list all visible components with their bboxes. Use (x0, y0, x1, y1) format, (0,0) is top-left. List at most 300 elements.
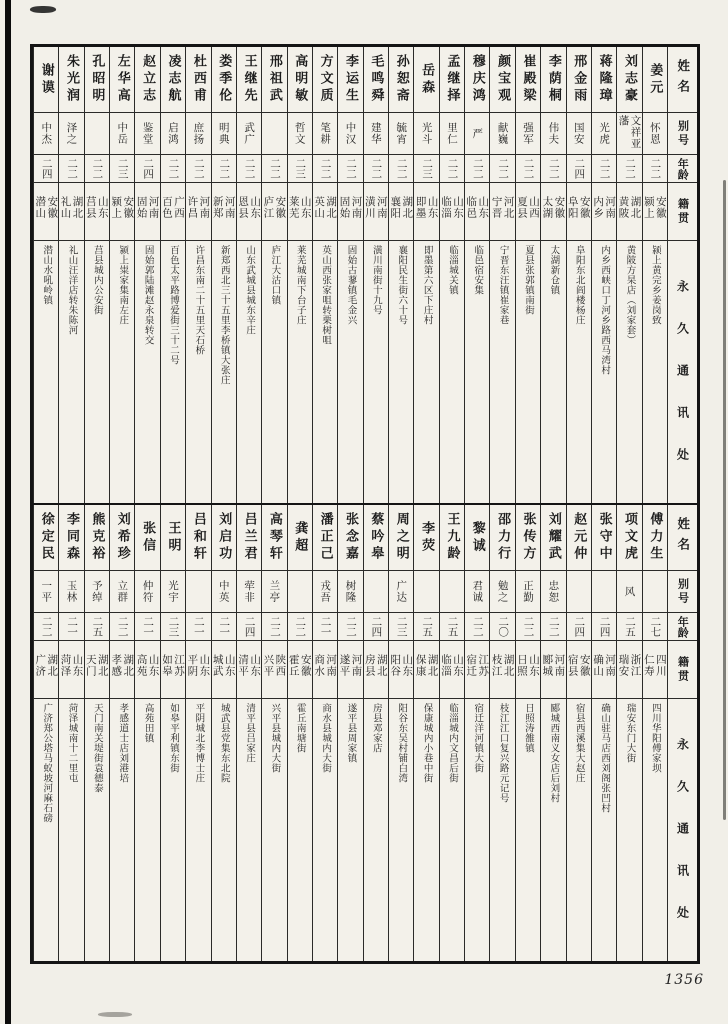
person-age: 二二 (446, 158, 459, 179)
person-alias: 里仁 (445, 122, 458, 145)
person-address-cell (186, 699, 210, 961)
person-address: 固始古蓼镇毛金兴 (345, 245, 357, 325)
person-address-cell (617, 699, 641, 961)
person-native-place: 湖北保康 (414, 653, 439, 677)
person-name: 方文质 (317, 54, 333, 105)
person-alias: 伟夫 (547, 122, 560, 145)
person-alias-cell (643, 571, 667, 613)
person-column (337, 505, 362, 961)
person-alias-cell (338, 113, 362, 155)
person-alias-cell (212, 571, 236, 613)
person-alias-cell (237, 113, 261, 155)
person-name-cell (186, 505, 210, 571)
person-name: 周之明 (393, 512, 409, 563)
person-name-cell (592, 505, 616, 571)
person-alias: 中汉 (344, 122, 357, 145)
person-native-cell (59, 183, 83, 241)
person-name: 杜西甫 (190, 54, 206, 105)
person-name-cell (414, 505, 438, 571)
person-column (337, 47, 362, 503)
person-age: 二四 (370, 616, 383, 637)
person-age: 二一 (218, 616, 231, 637)
person-column (33, 47, 58, 503)
person-age: 二三 (167, 616, 180, 637)
person-native-cell (414, 183, 438, 241)
person-alias: 中岳 (116, 122, 129, 145)
person-native-place: 河北宁晋 (490, 195, 515, 219)
person-address: 庐江大沽口镇 (269, 245, 281, 305)
person-name: 刘耀武 (545, 512, 561, 563)
person-address-cell (465, 241, 489, 503)
person-age-cell (262, 155, 286, 183)
person-age-cell (59, 613, 83, 641)
person-column (134, 505, 159, 961)
person-native-place: 湖北襄阳 (389, 195, 414, 219)
person-address: 保康城内小巷中街 (421, 703, 433, 783)
person-alias: 武广 (243, 122, 256, 145)
person-name: 邵力行 (495, 512, 511, 563)
person-alias-cell (389, 571, 413, 613)
person-alias: 广达 (395, 580, 408, 603)
person-native-place: 河南许昌 (186, 195, 211, 219)
person-age-cell (465, 155, 489, 183)
person-name-cell (617, 47, 641, 113)
person-name-cell (490, 47, 514, 113)
person-native-cell (85, 183, 109, 241)
person-age: 二三 (294, 158, 307, 179)
person-column (109, 47, 134, 503)
person-age: 二四 (598, 616, 611, 637)
person-column (413, 505, 438, 961)
header-address-label: 永久通讯处 (675, 738, 690, 948)
person-age: 二四 (243, 616, 256, 637)
person-alias: 毓宵 (395, 122, 408, 145)
person-age: 二五 (623, 616, 636, 637)
person-age: 二三 (116, 158, 129, 179)
person-column (363, 505, 388, 961)
person-native-cell (567, 183, 591, 241)
person-alias-cell (237, 571, 261, 613)
person-age-cell (567, 613, 591, 641)
person-age-cell (85, 155, 109, 183)
person-native-place: 山东平阴 (186, 653, 211, 677)
person-age: 二二 (522, 158, 535, 179)
person-name-cell (237, 505, 261, 571)
person-address-cell (338, 699, 362, 961)
person-native-cell (34, 641, 58, 699)
person-name-cell (389, 47, 413, 113)
person-column (312, 505, 337, 961)
person-address-cell (389, 699, 413, 961)
header-cell (668, 641, 697, 699)
person-name-cell (59, 47, 83, 113)
person-alias: 鉴堂 (141, 122, 154, 145)
person-name-cell (567, 47, 591, 113)
person-column (489, 47, 514, 503)
person-native-place: 安徽颍上 (642, 195, 667, 219)
person-column (489, 505, 514, 961)
person-name: 高明敏 (292, 54, 308, 105)
person-address: 太湖新仓镇 (548, 245, 560, 295)
person-age: 二四 (142, 158, 155, 179)
person-name: 刘志豪 (621, 54, 637, 105)
person-address-cell (440, 699, 464, 961)
person-native-place: 山东莱芜 (287, 195, 312, 219)
header-column-bottom (667, 505, 697, 961)
person-age: 二三 (421, 158, 434, 179)
person-name: 穆庆鸿 (469, 54, 485, 105)
person-native-cell (262, 183, 286, 241)
person-age-cell (288, 155, 312, 183)
person-alias: 忠恕 (547, 580, 560, 603)
person-age: 二二 (66, 158, 79, 179)
person-age-cell (212, 613, 236, 641)
person-native-cell (490, 183, 514, 241)
person-address: 礼山汪洋店转朱陈河 (66, 245, 78, 335)
person-age: 二二 (192, 158, 205, 179)
person-native-place: 山东临淄 (439, 195, 464, 219)
person-age-cell (288, 613, 312, 641)
person-native-place: 山东莒县 (84, 195, 109, 219)
person-address: 兴平县城内大街 (269, 703, 281, 773)
person-native-place: 河南固始 (135, 195, 160, 219)
person-native-cell (465, 641, 489, 699)
person-alias-cell (617, 571, 641, 613)
person-native-place: 山东菏泽 (59, 653, 84, 677)
person-alias: 强军 (522, 122, 535, 145)
person-alias: 启鸿 (166, 122, 179, 145)
person-name: 娄季伦 (216, 54, 232, 105)
person-name-cell (592, 47, 616, 113)
person-age-cell (440, 613, 464, 641)
person-name-cell (516, 505, 540, 571)
person-name-cell (338, 505, 362, 571)
person-name: 王继先 (241, 54, 257, 105)
person-address: 许昌东南二十五里天石桥 (193, 245, 205, 355)
person-address-cell (34, 241, 58, 503)
person-name-cell (161, 47, 185, 113)
person-name: 王明 (165, 520, 181, 555)
person-native-place: 湖北天门 (84, 653, 109, 677)
person-age-cell (592, 155, 616, 183)
person-alias: 光宇 (166, 580, 179, 603)
person-column (439, 47, 464, 503)
person-name: 崔殿梁 (520, 54, 536, 105)
person-name: 孔昭明 (89, 54, 105, 105)
person-alias: 泽之 (65, 122, 78, 145)
person-native-cell (541, 641, 565, 699)
person-alias: 予绰 (90, 580, 103, 603)
person-column (211, 505, 236, 961)
person-alias: 一平 (40, 580, 53, 603)
person-address: 莒县城内公安街 (91, 245, 103, 315)
person-address-cell (262, 241, 286, 503)
person-address: 房县邓家店 (370, 703, 382, 753)
person-age: 二一 (192, 616, 205, 637)
person-alias-cell (288, 113, 312, 155)
person-address: 临淄城内文昌后街 (446, 703, 458, 783)
person-address: 襄阳民生街六十号 (396, 245, 408, 325)
person-address-cell (567, 241, 591, 503)
person-name: 张信 (140, 520, 156, 555)
person-age: 二二 (649, 158, 662, 179)
header-age-label: 年龄 (676, 157, 690, 180)
person-column (566, 505, 591, 961)
person-address-cell (237, 699, 261, 961)
person-address-cell (516, 241, 540, 503)
person-age-cell (516, 155, 540, 183)
person-native-cell (364, 641, 388, 699)
person-name-cell (34, 505, 58, 571)
person-address-cell (135, 241, 159, 503)
person-native-place: 山东阳谷 (389, 653, 414, 677)
person-name: 朱光润 (64, 54, 80, 105)
person-address-cell (364, 241, 388, 503)
person-native-cell (516, 641, 540, 699)
person-age: 二一 (319, 616, 332, 637)
person-age: 二二 (497, 158, 510, 179)
person-name-cell (567, 505, 591, 571)
person-name: 李运生 (343, 54, 358, 105)
person-name: 吕兰君 (241, 512, 257, 563)
person-alias-cell (161, 571, 185, 613)
person-alias: 仲符 (141, 580, 154, 603)
person-alias-cell (85, 571, 109, 613)
person-name: 赵元仲 (571, 512, 587, 563)
person-column (84, 505, 109, 961)
person-column (413, 47, 438, 503)
person-name-cell (414, 47, 438, 113)
person-name: 李同森 (64, 512, 80, 563)
person-address-cell (643, 241, 667, 503)
person-name-cell (110, 47, 134, 113)
person-native-place: 湖北礼山 (59, 195, 84, 219)
header-alias-label: 别号 (676, 577, 690, 606)
person-alias-cell (490, 571, 514, 613)
person-name: 吕和轩 (190, 512, 206, 563)
person-name-cell (135, 505, 159, 571)
person-name-cell (465, 505, 489, 571)
person-age-cell (34, 613, 58, 641)
person-name-cell (617, 505, 641, 571)
person-name-cell (465, 47, 489, 113)
person-alias: 兰亭 (268, 580, 281, 603)
person-native-place: 湖北孝感 (110, 653, 135, 677)
person-column (160, 47, 185, 503)
header-cell (668, 505, 697, 571)
person-name-cell (186, 47, 210, 113)
person-age-cell (338, 613, 362, 641)
person-age-cell (465, 613, 489, 641)
person-age-cell (237, 613, 261, 641)
person-age: 二二 (268, 616, 281, 637)
person-name-cell (541, 47, 565, 113)
person-address-cell (110, 241, 134, 503)
person-address: 遂平县周家镇 (345, 703, 357, 763)
person-address-cell (212, 699, 236, 961)
person-age: 二二 (268, 158, 281, 179)
person-native-place: 山东临淄 (439, 653, 464, 677)
person-native-place: 河南新郑 (211, 195, 236, 219)
person-native-place: 山东清平 (237, 653, 262, 677)
person-alias-cell (364, 113, 388, 155)
person-alias: 树隆 (344, 580, 357, 603)
person-age: 二二 (547, 616, 560, 637)
person-address: 潜山水吼岭镇 (41, 245, 53, 305)
person-age: 二二 (116, 616, 129, 637)
person-native-cell (490, 641, 514, 699)
person-column (287, 505, 312, 961)
person-name: 徐定民 (38, 512, 54, 563)
person-alias: 荦非 (243, 580, 256, 603)
person-address-cell (490, 699, 514, 961)
person-name: 谢谟 (38, 62, 54, 97)
person-address-cell (161, 241, 185, 503)
person-column (160, 505, 185, 961)
person-alias: 光虎 (598, 122, 611, 145)
person-column (185, 47, 210, 503)
person-alias-cell (440, 113, 464, 155)
header-cell (668, 613, 697, 641)
person-alias-cell (34, 113, 58, 155)
person-name: 熊克裕 (89, 512, 105, 563)
person-alias-cell (262, 571, 286, 613)
person-age: 二〇 (497, 616, 510, 637)
person-column (388, 505, 413, 961)
person-column (566, 47, 591, 503)
person-address: 阳谷东吴村铺白湾 (396, 703, 408, 783)
person-name: 潘正己 (317, 512, 333, 563)
person-native-place: 安徽太湖 (541, 195, 566, 219)
person-name: 张念嘉 (343, 512, 358, 563)
person-native-place: 河南商水 (313, 653, 338, 677)
person-age-cell (110, 613, 134, 641)
person-name: 刘启功 (216, 512, 232, 563)
roster-block-bottom (33, 503, 697, 961)
person-native-place: 安徽阜阳 (566, 195, 591, 219)
person-address-cell (85, 699, 109, 961)
person-name: 龚超 (292, 520, 308, 555)
person-column (464, 47, 489, 503)
person-native-place: 山东日照 (516, 653, 541, 677)
person-native-cell (338, 183, 362, 241)
person-column (109, 505, 134, 961)
person-age: 二五 (446, 616, 459, 637)
person-name: 王九龄 (444, 512, 460, 563)
person-alias-cell (541, 571, 565, 613)
person-alias: 立群 (116, 580, 129, 603)
person-name: 左华高 (114, 54, 130, 105)
person-alias: 建华 (369, 122, 382, 145)
person-alias-cell (541, 113, 565, 155)
person-alias-cell (288, 571, 312, 613)
person-native-place: 山东即墨 (414, 195, 439, 219)
person-native-cell (288, 641, 312, 699)
header-cell (668, 155, 697, 183)
person-age: 二二 (40, 616, 53, 637)
person-native-place: 湖北房县 (363, 653, 388, 677)
person-age: 二二 (522, 616, 535, 637)
person-native-place: 浙江瑞安 (617, 653, 642, 677)
person-name: 蒋隆璋 (596, 54, 612, 105)
person-address: 枝江江口复兴路元记号 (497, 703, 509, 803)
person-native-cell (617, 183, 641, 241)
person-address: 新郑西北三十五里李桥镇大张庄 (218, 245, 230, 385)
person-alias-cell (313, 113, 337, 155)
person-name-cell (288, 47, 312, 113)
person-address: 菏泽城南十二里屯 (66, 703, 78, 783)
person-address: 清平县吕家庄 (244, 703, 256, 763)
person-age: 二一 (142, 616, 155, 637)
person-alias-cell (389, 113, 413, 155)
person-native-place: 河南固始 (338, 195, 363, 219)
person-address: 莱芜城南下台子庄 (294, 245, 306, 325)
header-native-label: 籍贯 (676, 655, 690, 684)
person-name-cell (338, 47, 362, 113)
person-address: 宿迁洋河镇大街 (472, 703, 484, 773)
person-column (616, 505, 641, 961)
person-age: 二二 (623, 158, 636, 179)
person-alias: 怀恩 (648, 122, 661, 145)
person-alias-cell (490, 113, 514, 155)
person-age-cell (389, 613, 413, 641)
person-alias-cell (516, 571, 540, 613)
person-alias-cell (34, 571, 58, 613)
header-age-label: 年龄 (676, 615, 690, 638)
person-age: 二二 (167, 158, 180, 179)
person-address-cell (567, 699, 591, 961)
person-alias: 文祥亚藩 (617, 114, 642, 149)
person-column (261, 505, 286, 961)
person-age: 二四 (573, 616, 586, 637)
person-name-cell (364, 47, 388, 113)
person-alias: 明典 (217, 122, 230, 145)
person-address-cell (110, 699, 134, 961)
person-name-cell (516, 47, 540, 113)
person-column (84, 47, 109, 503)
person-native-place: 湖北广济 (34, 653, 59, 677)
person-name-cell (85, 47, 109, 113)
person-native-place: 山东恩县 (237, 195, 262, 219)
person-address-cell (161, 699, 185, 961)
person-alias-cell (313, 571, 337, 613)
person-native-cell (186, 183, 210, 241)
person-age-cell (490, 155, 514, 183)
person-name: 傅力生 (647, 512, 663, 563)
person-name: 岳森 (419, 62, 435, 97)
person-age: 二二 (218, 158, 231, 179)
person-address: 颍上粜家集南左庄 (117, 245, 129, 325)
person-alias: 风 (623, 585, 636, 598)
person-address-cell (59, 241, 83, 503)
person-age: 二三 (395, 616, 408, 637)
person-alias: 戎吾 (319, 580, 332, 603)
person-alias-cell (135, 113, 159, 155)
person-native-place: 山东高苑 (135, 653, 160, 677)
person-native-place: 河南潢川 (363, 195, 388, 219)
person-native-place: 河南确山 (592, 653, 617, 677)
person-alias-cell (161, 113, 185, 155)
header-cell (668, 47, 697, 113)
person-address: 高苑田镇 (142, 703, 154, 743)
person-address: 孝感道士店刘港培 (117, 703, 129, 783)
person-native-cell (313, 183, 337, 241)
person-name: 孟继择 (444, 54, 460, 105)
person-native-place: 安徽霍丘 (287, 653, 312, 677)
person-alias-cell (465, 571, 489, 613)
person-column (134, 47, 159, 503)
person-native-cell (465, 183, 489, 241)
